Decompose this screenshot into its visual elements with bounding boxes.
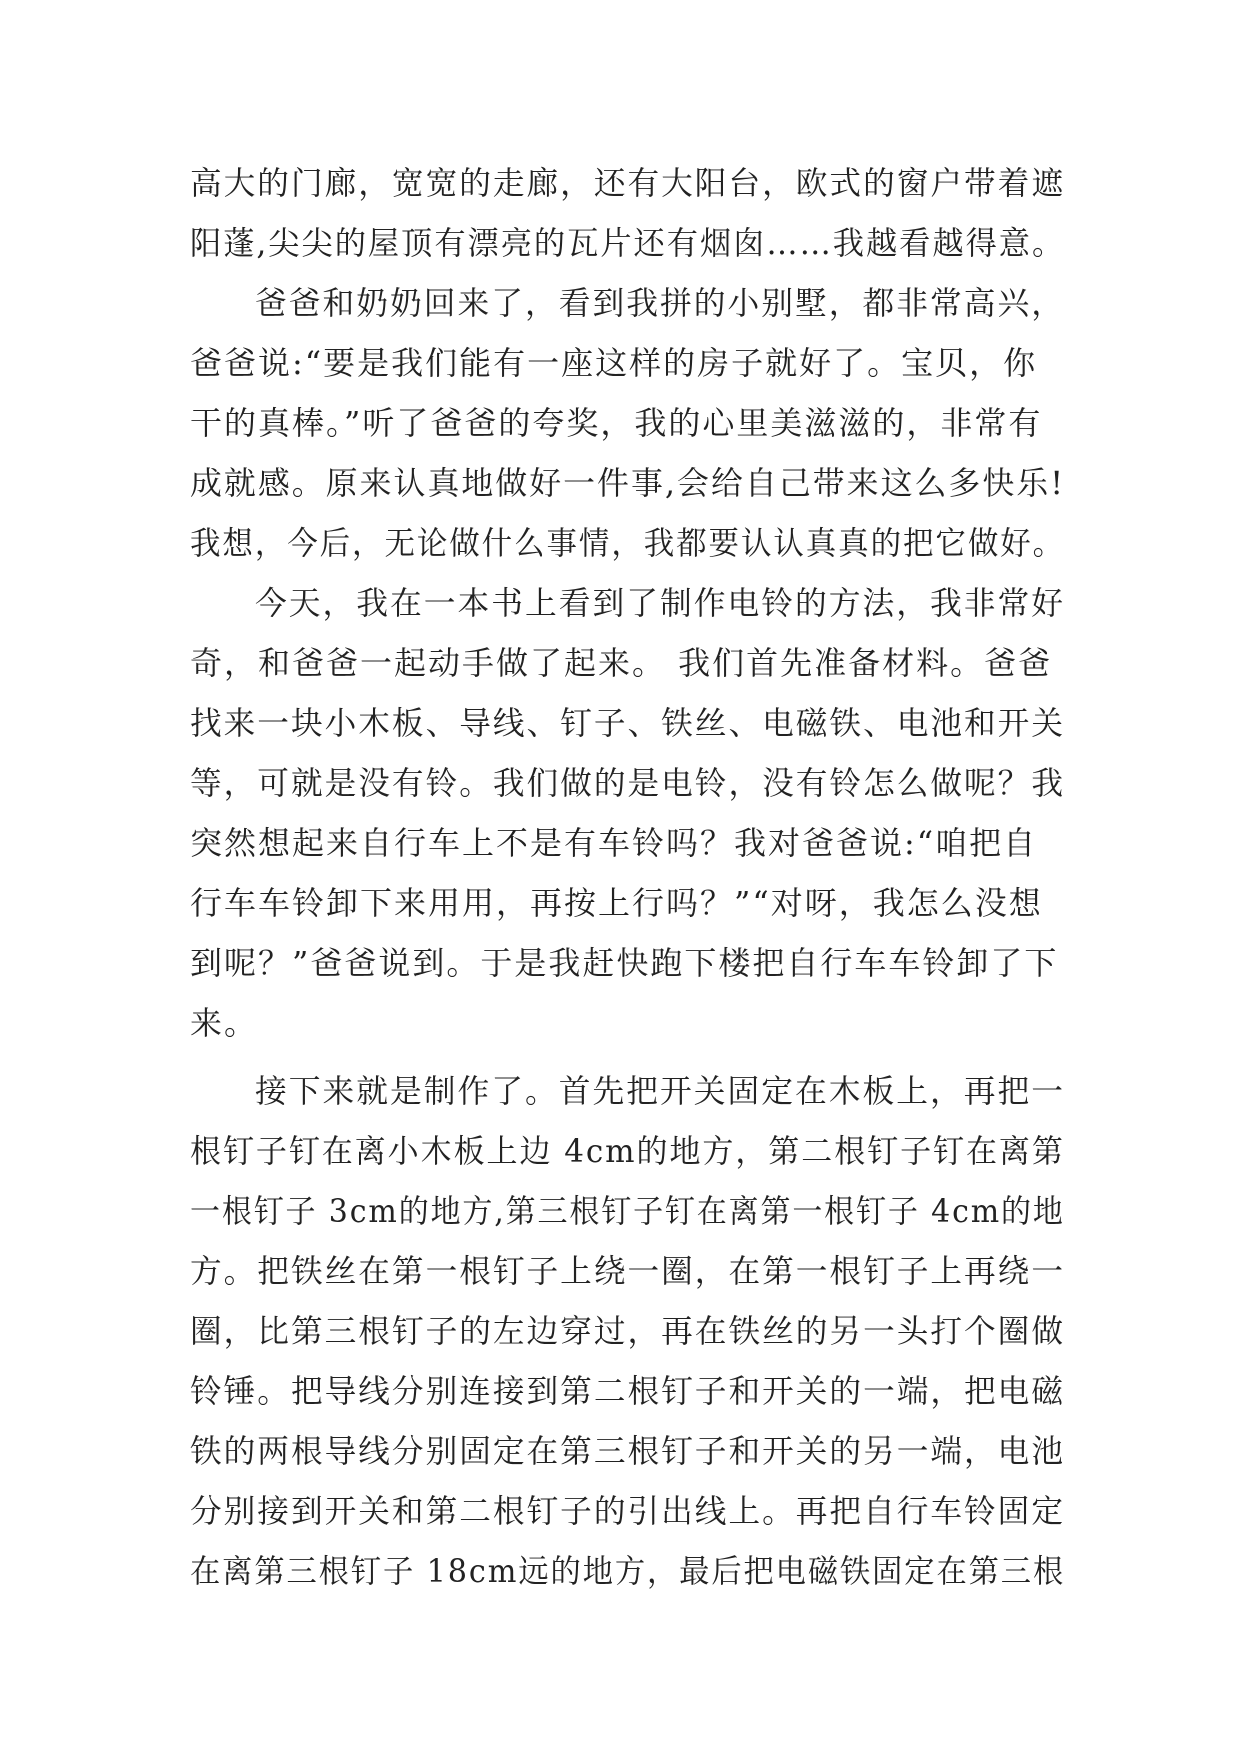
paragraph-first-line: 爸爸和奶奶回来了，看到我拼的小别墅，都非常高兴， xyxy=(255,284,1065,322)
paragraph-first-line: 今天，我在一本书上看到了制作电铃的方法，我非常好 xyxy=(255,584,1065,622)
text-line: 等，可就是没有铃。我们做的是电铃，没有铃怎么做呢？我 xyxy=(190,764,1065,802)
text-line: 方。把铁丝在第一根钉子上绕一圈，在第一根钉子上再绕一 xyxy=(190,1252,1065,1290)
text-line: 我想，今后，无论做什么事情，我都要认认真真的把它做好。 xyxy=(190,524,1066,562)
text-line: 奇，和爸爸一起动手做了起来。 我们首先准备材料。爸爸 xyxy=(190,644,1053,682)
text-line: 成就感。原来认真地做好一件事,会给自己带来这么多快乐! xyxy=(190,464,1066,502)
text-line: 行车车铃卸下来用用，再按上行吗？”“对呀，我怎么没想 xyxy=(190,884,1043,922)
text-line: 找来一块小木板、导线、钉子、铁丝、电磁铁、电池和开关 xyxy=(190,704,1065,742)
paragraph-first-line: 接下来就是制作了。首先把开关固定在木板上，再把一 xyxy=(255,1072,1065,1110)
text-line: 高大的门廊，宽宽的走廊，还有大阳台，欧式的窗户带着遮 xyxy=(190,164,1065,202)
text-line: 在离第三根钉子 18cm远的地方，最后把电磁铁固定在第三根 xyxy=(190,1552,1066,1590)
text-line: 根钉子钉在离小木板上边 4cm的地方，第二根钉子钉在离第 xyxy=(190,1132,1065,1170)
text-line: 到呢？”爸爸说到。于是我赶快跑下楼把自行车车铃卸了下 xyxy=(190,944,1059,982)
text-line: 来。 xyxy=(190,1004,259,1042)
text-line: 一根钉子 3cm的地方,第三根钉子钉在离第一根钉子 4cm的地 xyxy=(190,1192,1065,1230)
text-line: 干的真棒。”听了爸爸的夸奖，我的心里美滋滋的，非常有 xyxy=(190,404,1043,442)
text-line: 铁的两根导线分别固定在第三根钉子和开关的另一端，电池 xyxy=(190,1432,1065,1470)
text-line: 分别接到开关和第二根钉子的引出线上。再把自行车铃固定 xyxy=(190,1492,1065,1530)
text-line: 圈，比第三根钉子的左边穿过，再在铁丝的另一头打个圈做 xyxy=(190,1312,1065,1350)
text-line: 阳蓬,尖尖的屋顶有漂亮的瓦片还有烟囱……我越看越得意。 xyxy=(190,224,1066,262)
text-line: 爸爸说:“要是我们能有一座这样的房子就好了。宝贝，你 xyxy=(190,344,1038,382)
text-line: 突然想起来自行车上不是有车铃吗？我对爸爸说:“咱把自 xyxy=(190,824,1038,862)
text-line: 铃锤。把导线分别连接到第二根钉子和开关的一端，把电磁 xyxy=(190,1372,1065,1410)
